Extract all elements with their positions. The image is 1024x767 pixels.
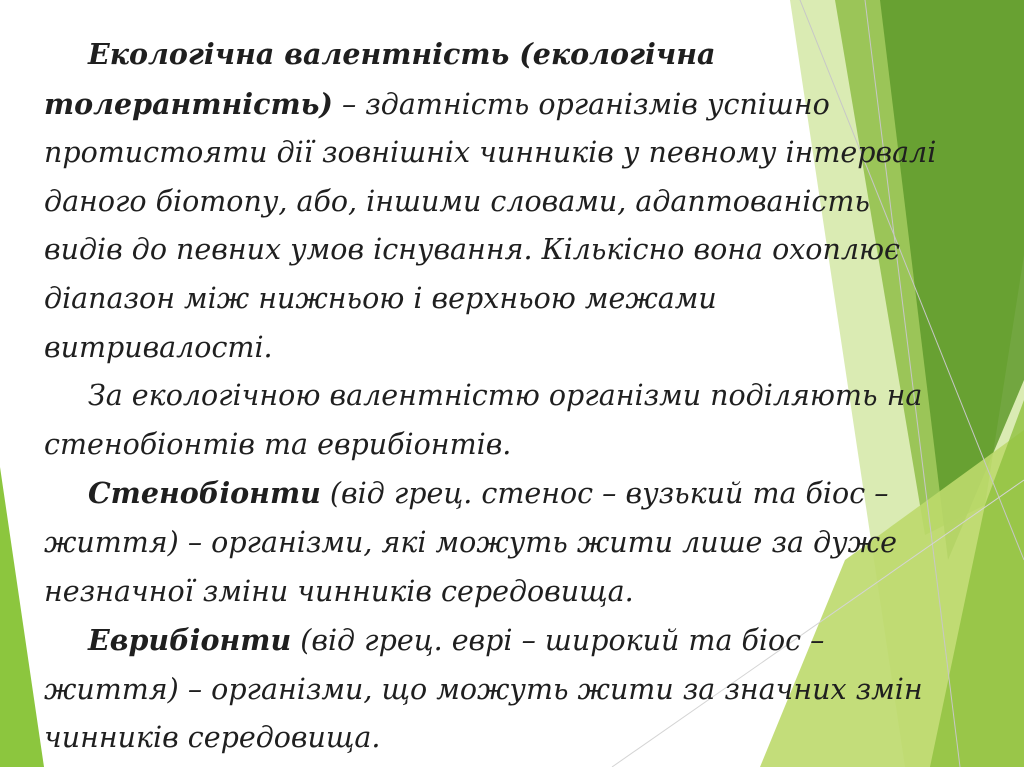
term-ecological-valence: Екологічна валентність (екологічна толерантність): [44, 37, 716, 121]
definition-eurybionts: (від грец. еврі – широкий та біос – життя) – організми, що можуть жити за значних змін чинників середовища.: [44, 624, 923, 755]
paragraph-valence: [44, 30, 954, 372]
left-accent-shape: [0, 467, 44, 767]
term-eurybionts: Еврибіонти: [88, 623, 292, 658]
definition-stenobionts: (від грец. стенос – вузький та біос – життя) – організми, які можуть жити лише за дуже незначної зміни чинників середовища.: [44, 477, 897, 608]
term-stenobionts: Стенобіонти: [88, 476, 321, 511]
definition-ecological-valence: – здатність організмів успішно протистояти дії зовнішніх чинників у певному інтервалі даного біотопу, або, іншими словами, адаптованість видів до певних умов існування. Кількісно вона охоплює діапазон між нижньою і верхньою межами витривалості.: [44, 87, 937, 364]
paragraph-stenobionts: [44, 469, 954, 616]
classification-text: За екологічною валентністю організми поділяють на стенобіонтів та еврибіонтів.: [44, 379, 923, 461]
paragraph-eurybionts: [44, 616, 954, 763]
slide-text: [44, 30, 954, 763]
paragraph-classification: [44, 372, 954, 469]
